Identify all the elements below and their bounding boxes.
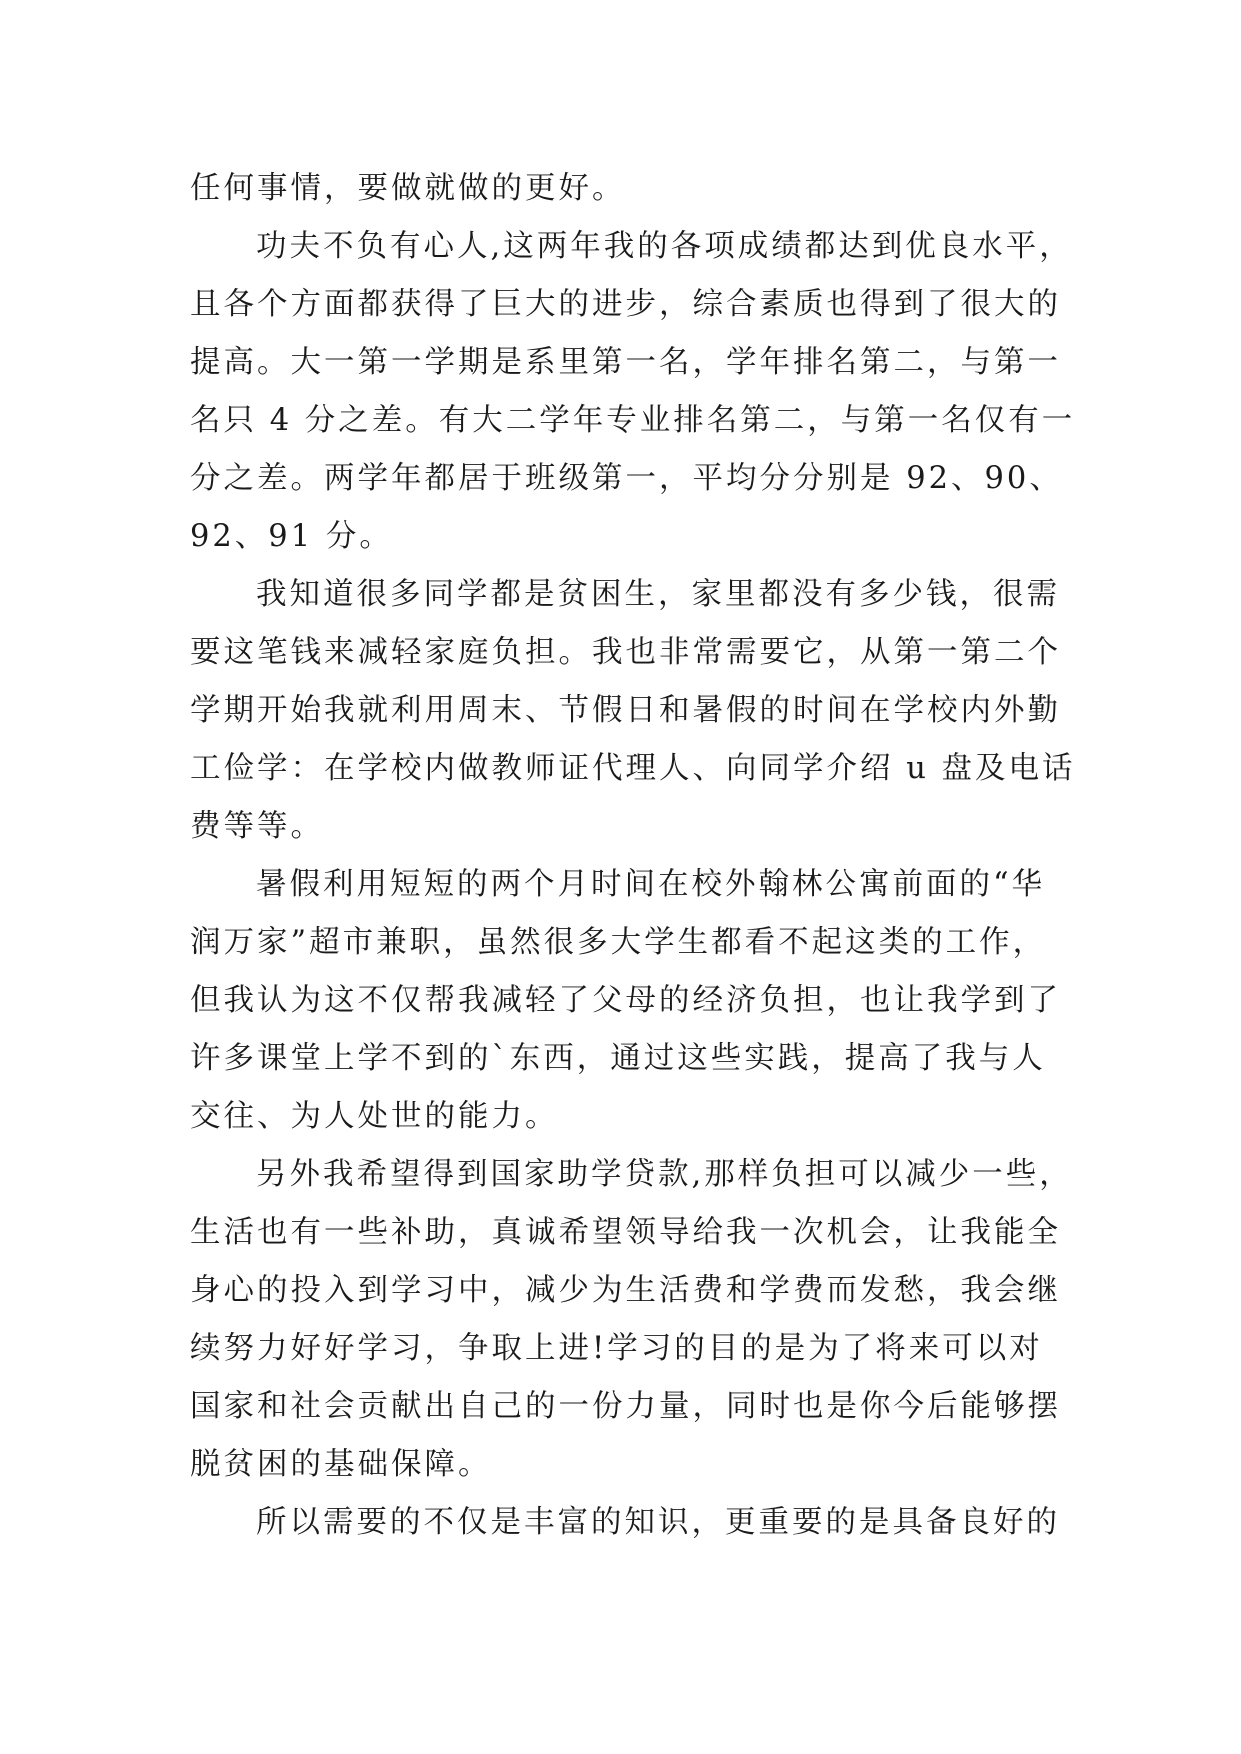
text-line: 生活也有一些补助，真诚希望领导给我一次机会，让我能全 xyxy=(190,1215,1061,1250)
text-line: 学期开始我就利用周末、节假日和暑假的时间在学校内外勤 xyxy=(190,693,1061,728)
text-line: 暑假利用短短的两个月时间在校外翰林公寓前面的“华 xyxy=(256,867,1046,902)
text-line: 功夫不负有心人,这两年我的各项成绩都达到优良水平， xyxy=(256,229,1073,264)
text-line: 脱贫困的基础保障。 xyxy=(190,1447,492,1482)
text-line: 但我认为这不仅帮我减轻了父母的经济负担，也让我学到了 xyxy=(190,983,1061,1018)
document-body xyxy=(190,160,1090,1552)
text-line: 所以需要的不仅是丰富的知识，更重要的是具备良好的 xyxy=(256,1505,1060,1540)
text-line: 国家和社会贡献出自己的一份力量，同时也是你今后能够摆 xyxy=(190,1389,1061,1424)
text-line: 润万家”超市兼职，虽然很多大学生都看不起这类的工作， xyxy=(190,925,1047,960)
text-line: 费等等。 xyxy=(190,809,324,844)
text-line: 许多课堂上学不到的`东西，通过这些实践，提高了我与人 xyxy=(190,1041,1046,1076)
text-line: 要这笔钱来减轻家庭负担。我也非常需要它，从第一第二个 xyxy=(190,635,1061,670)
text-line: 交往、为人处世的能力。 xyxy=(190,1099,559,1134)
text-line: 续努力好好学习，争取上进!学习的目的是为了将来可以对 xyxy=(190,1331,1043,1366)
text-line: 分之差。两学年都居于班级第一，平均分分别是 92、90、 xyxy=(190,461,1063,496)
text-line: 92、91 分。 xyxy=(190,519,393,554)
text-line: 任何事情，要做就做的更好。 xyxy=(190,171,626,206)
text-line: 名只 4 分之差。有大二学年专业排名第二，与第一名仅有一 xyxy=(190,403,1076,438)
text-line: 提高。大一第一学期是系里第一名，学年排名第二，与第一 xyxy=(190,345,1061,380)
text-line: 另外我希望得到国家助学贷款,那样负担可以减少一些， xyxy=(256,1157,1073,1192)
text-line: 且各个方面都获得了巨大的进步，综合素质也得到了很大的 xyxy=(190,287,1061,322)
text-line: 我知道很多同学都是贫困生，家里都没有多少钱，很需 xyxy=(256,577,1060,612)
text-line: 工俭学：在学校内做教师证代理人、向同学介绍 u 盘及电话 xyxy=(190,751,1076,786)
text-line: 身心的投入到学习中，减少为生活费和学费而发愁，我会继 xyxy=(190,1273,1061,1308)
